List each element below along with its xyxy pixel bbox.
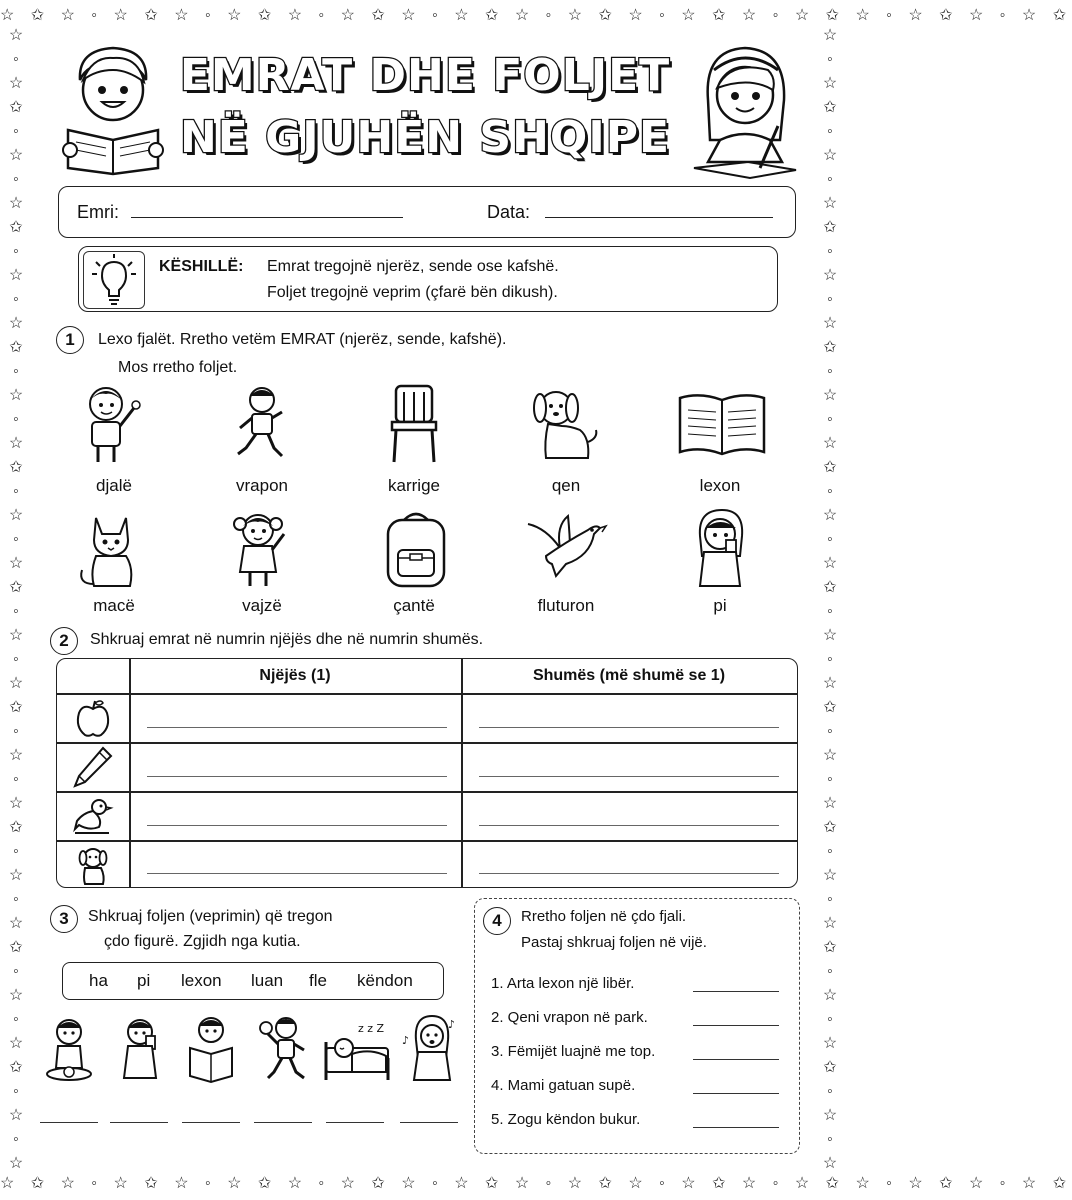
ex4-answer-1[interactable]: [693, 991, 779, 992]
exercise4-instruction-line2: Pastaj shkruaj foljen në vijë.: [521, 934, 707, 951]
boy-eating-icon: [40, 1014, 98, 1086]
plural-answer-2[interactable]: [479, 776, 779, 777]
ex4-answer-5[interactable]: [693, 1127, 779, 1128]
exercise1-instruction-line2: Mos rretho foljet.: [118, 359, 238, 376]
singular-answer-3[interactable]: [147, 825, 447, 826]
chair-icon: [364, 382, 464, 462]
top-border: ☆ ✩ ☆ ◦ ☆ ✩ ☆ ◦ ☆ ✩ ☆ ◦ ☆ ✩ ☆ ◦ ☆ ✩ ☆ ◦ ☆ ✩ ☆ ◦ ☆ ✩ ☆ ◦ ☆ ✩ ☆ ◦ ☆ ✩ ☆ ◦ ☆ ✩: [0, 7, 1072, 24]
col-singular-header: Njëjës (1): [259, 667, 331, 684]
right-border: ☆ ◦ ☆ ✩ ◦ ☆ ◦ ☆ ✩ ◦ ☆ ◦ ☆ ✩ ◦ ☆ ◦ ☆ ✩ ◦ ☆ ◦ ☆ ✩ ◦ ☆ ◦ ☆ ✩ ◦ ☆ ◦ ☆ ✩ ◦ ☆ ◦ ☆ ✩ ◦ ☆ ◦ ☆ ✩ ◦ ☆ ◦ ☆: [822, 27, 838, 1172]
exercise4-instruction-line1: Rretho foljen në çdo fjali.: [521, 908, 687, 925]
exercise4-number: 4: [483, 907, 511, 935]
ex1-word-1[interactable]: djalë: [96, 476, 132, 495]
plural-answer-3[interactable]: [479, 825, 779, 826]
boy-drinking-icon: [112, 1014, 170, 1086]
name-field[interactable]: [131, 217, 403, 218]
ex1-word-6[interactable]: macë: [93, 596, 135, 615]
svg-text:z z Z: z z Z: [358, 1022, 385, 1035]
ex3-answer-5[interactable]: [326, 1122, 384, 1123]
sentence-4[interactable]: 4. Mami gatuan supë.: [491, 1077, 636, 1094]
word-bank-box: [62, 962, 444, 1000]
boy-reading-icon: [182, 1014, 240, 1086]
girl-drinking-icon: [674, 506, 774, 586]
singular-answer-2[interactable]: [147, 776, 447, 777]
puppy-icon: [73, 844, 113, 886]
tip-box: [78, 246, 778, 312]
exercise2-instruction: Shkruaj emrat në numrin njëjës dhe në numrin shumës.: [90, 631, 484, 648]
ex4-answer-2[interactable]: [693, 1025, 779, 1026]
ex3-answer-3[interactable]: [182, 1122, 240, 1123]
word-bank-luan: luan: [251, 971, 284, 990]
bird-icon: [73, 795, 113, 837]
word-bank-lexon: lexon: [181, 971, 222, 990]
page-title-line2: NË GJUHËN SHQIPE: [179, 112, 671, 163]
bird-flying-icon: [516, 506, 616, 586]
ex4-answer-3[interactable]: [693, 1059, 779, 1060]
pencil-icon: [73, 746, 113, 788]
exercise1-number: 1: [56, 326, 84, 354]
page-title-line1: EMRAT DHE FOLJET: [179, 50, 671, 101]
exercise4-box: [474, 898, 800, 1154]
singular-plural-table: [56, 658, 798, 888]
singular-answer-1[interactable]: [147, 727, 447, 728]
date-field[interactable]: [545, 217, 773, 218]
ex1-word-9[interactable]: fluturon: [537, 596, 595, 615]
lightbulb-icon: [83, 251, 145, 309]
svg-text:♪: ♪: [448, 1018, 456, 1031]
singular-answer-4[interactable]: [147, 873, 447, 874]
student-info-box: [58, 186, 796, 238]
ex3-answer-4[interactable]: [254, 1122, 312, 1123]
exercise3-instruction-line2: çdo figurë. Zgjidh nga kutia.: [104, 933, 301, 950]
ex3-answer-6[interactable]: [400, 1122, 458, 1123]
sentence-5[interactable]: 5. Zogu këndon bukur.: [491, 1111, 641, 1128]
sentence-1[interactable]: 1. Arta lexon një libër.: [491, 975, 635, 992]
bottom-border: ☆ ✩ ☆ ◦ ☆ ✩ ☆ ◦ ☆ ✩ ☆ ◦ ☆ ✩ ☆ ◦ ☆ ✩ ☆ ◦ ☆ ✩ ☆ ◦ ☆ ✩ ☆ ◦ ☆ ✩ ☆ ◦ ☆ ✩ ☆ ◦ ☆ ✩: [0, 1175, 1072, 1192]
ex1-word-7[interactable]: vajzë: [242, 596, 282, 615]
svg-text:♪: ♪: [402, 1034, 410, 1047]
left-border: ☆ ◦ ☆ ✩ ◦ ☆ ◦ ☆ ✩ ◦ ☆ ◦ ☆ ✩ ◦ ☆ ◦ ☆ ✩ ◦ ☆ ◦ ☆ ✩ ◦ ☆ ◦ ☆ ✩ ◦ ☆ ◦ ☆ ✩ ◦ ☆ ◦ ☆ ✩ ◦ ☆ ◦ ☆ ✩ ◦ ☆ ◦ ☆: [8, 27, 24, 1172]
word-bank-ha: ha: [89, 971, 108, 990]
exercise1-instruction-line1: Lexo fjalët. Rretho vetëm EMRAT (njerëz, sende, kafshë).: [98, 331, 507, 348]
plural-answer-4[interactable]: [479, 873, 779, 874]
boy-sleeping-icon: [322, 1014, 392, 1086]
tip-line1: Emrat tregojnë njerëz, sende ose kafshë.: [267, 258, 559, 275]
exercise3-instruction-line1: Shkruaj foljen (veprimin) që tregon: [88, 908, 333, 925]
exercise2-number: 2: [50, 627, 78, 655]
open-book-icon: [672, 382, 772, 462]
name-label: Emri:: [77, 202, 119, 222]
apple-icon: [73, 697, 113, 739]
ex1-word-2[interactable]: vrapon: [236, 476, 288, 495]
plural-answer-1[interactable]: [479, 727, 779, 728]
word-bank-fle: fle: [309, 971, 327, 990]
ex4-answer-4[interactable]: [693, 1093, 779, 1094]
ex3-answer-2[interactable]: [110, 1122, 168, 1123]
boy-reading-illustration: [58, 40, 168, 175]
boy-running-icon: [210, 382, 310, 462]
sentence-3[interactable]: 3. Fëmijët luajnë me top.: [491, 1043, 656, 1060]
word-bank-kendon: këndon: [357, 971, 413, 990]
ex3-answer-1[interactable]: [40, 1122, 98, 1123]
boy-playing-icon: [256, 1014, 314, 1086]
ex1-word-5[interactable]: lexon: [699, 476, 741, 495]
exercise3-number: 3: [50, 905, 78, 933]
cat-icon: [66, 506, 166, 586]
col-plural-header: Shumës (më shumë se 1): [532, 667, 726, 684]
date-label: Data:: [487, 202, 531, 222]
tip-line2: Foljet tregojnë veprim (çfarë bën dikush).: [267, 284, 558, 301]
girl-waving-icon: [212, 506, 312, 586]
dog-icon: [514, 382, 614, 462]
sentence-2[interactable]: 2. Qeni vrapon në park.: [491, 1009, 648, 1026]
girl-writing-illustration: [690, 40, 800, 180]
tip-heading: KËSHILLË:: [159, 258, 244, 275]
backpack-icon: [366, 506, 466, 586]
word-bank-pi: pi: [137, 971, 151, 990]
ex1-word-10[interactable]: pi: [713, 596, 727, 615]
ex1-word-4[interactable]: qen: [551, 476, 581, 495]
ex1-word-8[interactable]: çantë: [393, 596, 435, 615]
ex1-word-3[interactable]: karrige: [388, 476, 440, 495]
girl-singing-icon: [400, 1014, 464, 1086]
boy-waving-icon: [62, 382, 162, 462]
